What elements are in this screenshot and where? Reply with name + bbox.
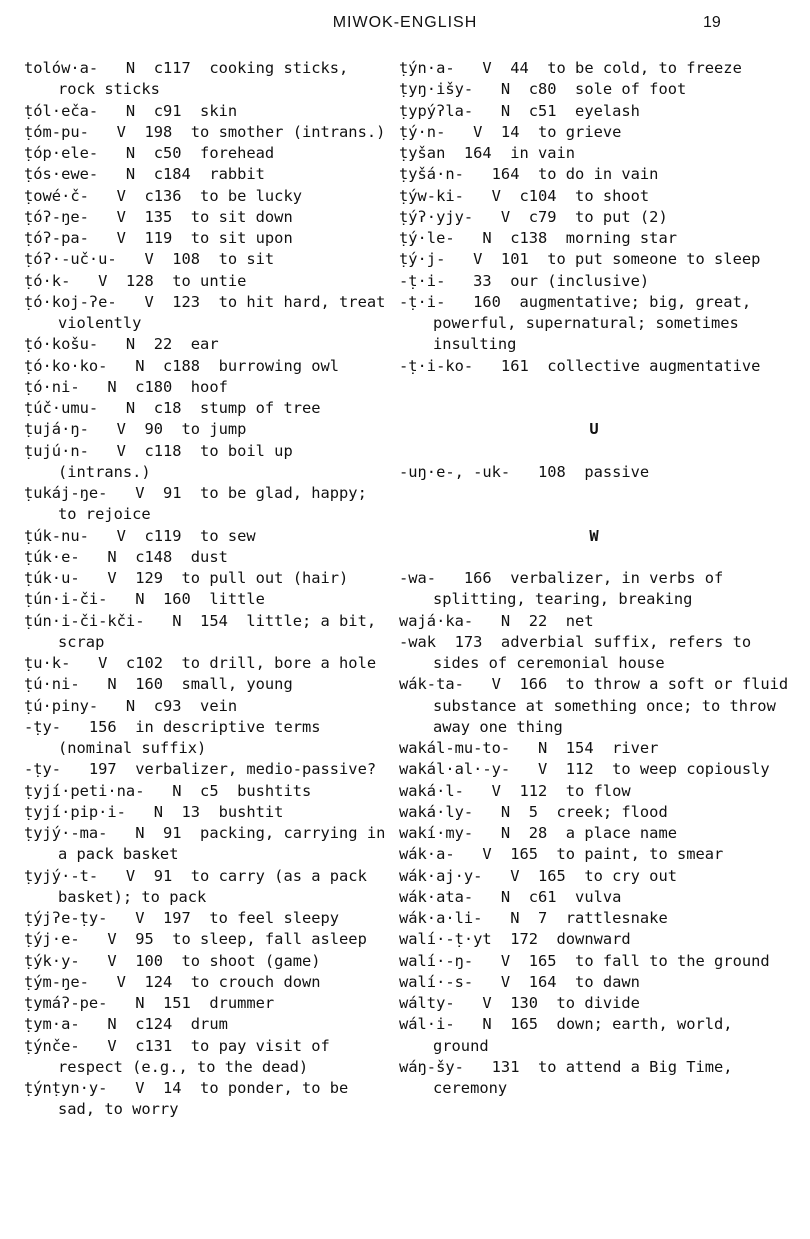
dictionary-entry: ṭym·a- N c124 drum [24,1015,228,1034]
dictionary-entry: ṭóm-pu- V 198 to smother (intrans.) [24,122,386,141]
dictionary-entry: -ṭ·i-ko- 161 collective augmentative [399,356,761,375]
dictionary-entry: ṭú·ni- N 160 small, young [24,675,293,694]
running-header-title: MIWOK-ENGLISH [332,14,478,31]
dictionary-entry: wakí·my- N 28 a place name [399,824,677,842]
dictionary-entry: wák·a- V 165 to paint, to smear [399,845,724,864]
dictionary-entry: ṭýw-ki- V c104 to shoot [399,186,650,205]
dictionary-entry: ṭú·piny- N c93 vein [24,696,238,715]
dictionary-entry: ṭyjí·pip·i- N 13 bushtit [24,802,284,821]
dictionary-entry: walí·-ṭ·yt 172 downward [399,930,631,949]
dictionary-entry: ṭujú·n- V c118 to boil up (intrans.) [24,441,302,481]
dictionary-entry: ṭowé·č- V c136 to be lucky [24,186,302,205]
spacer [399,398,789,419]
spacer [399,504,789,525]
dictionary-entry: ṭún·i-či- N 160 little [24,590,265,609]
section-heading-w: W [589,526,599,545]
dictionary-entry: ṭý·j- V 101 to put someone to sleep [399,250,761,269]
dictionary-entry: ṭýnče- V c131 to pay visit of respect (e.g., to the dead) [24,1036,340,1076]
dictionary-entry: ṭýnṭyn·y- V 14 to ponder, to be sad, to worry [24,1079,358,1119]
dictionary-entry: ṭý·n- V 14 to grieve [399,122,622,141]
dictionary-entry: -ṭ·i- 160 augmentative; big, great, powerful, supernatural; sometimes insulting [399,292,761,354]
dictionary-entry: ṭó·ni- N c180 hoof [24,377,228,396]
dictionary-entry: wák·a·li- N 7 rattlesnake [399,909,668,927]
dictionary-entry: wakál·al·-y- V 112 to weep copiously [399,760,770,779]
spacer [399,547,789,568]
section-heading-u: U [589,420,599,439]
dictionary-entry: -ṭy- 197 verbalizer, medio-passive? [24,760,377,779]
spacer [399,441,789,462]
dictionary-entry: ṭukáj-ŋe- V 91 to be glad, happy; to rejoice [24,484,377,524]
dictionary-entry: wák-ta- V 166 to throw a soft or fluid substance at something once; to throw away one thing [399,675,798,736]
right-entries-w [399,568,798,1099]
dictionary-entry: wajá·ka- N 22 net [399,611,594,630]
dictionary-entry: ṭúk·e- N c148 dust [24,547,228,566]
dictionary-entry: ṭóʔ·-uč·u- V 108 to sit [24,250,275,269]
dictionary-entry: ṭymáʔ-pe- N 151 drummer [24,994,275,1012]
dictionary-entry: -wa- 166 verbalizer, in verbs of splitting, tearing, breaking [399,569,733,609]
dictionary-entry: ṭýk·y- V 100 to shoot (game) [24,951,321,970]
dictionary-entry: ṭóʔ-pa- V 119 to sit upon [24,229,293,247]
dictionary-entry: ṭós·ewe- N c184 rabbit [24,165,265,184]
dictionary-entry: ṭyšan 164 in vain [399,144,576,162]
dictionary-entry: -wak 173 adverbial suffix, refers to sides of ceremonial house [399,632,761,672]
dictionary-entry: wakál-mu-to- N 154 river [399,739,659,757]
right-column [399,58,798,1099]
dictionary-entry: ṭól·eča- N c91 skin [24,101,238,120]
dictionary-entry: wálty- V 130 to divide [399,994,640,1012]
dictionary-entry: ṭóʔ-ŋe- V 135 to sit down [24,207,293,226]
dictionary-entry: ṭó·koj-ʔe- V 123 to hit hard, treat violently [24,292,395,332]
dictionary-entry: waká·l- V 112 to flow [399,781,631,800]
dictionary-entry: ṭúk·u- V 129 to pull out (hair) [24,569,349,587]
dictionary-entry: tolów·a- N c117 cooking sticks, rock sticks [24,59,358,99]
dictionary-entry: wáŋ-šy- 131 to attend a Big Time, ceremony [399,1057,742,1097]
spacer [399,483,789,504]
dictionary-entry: ṭyjý·-t- V 91 to carry (as a pack basket); to pack [24,866,377,906]
dictionary-entry: ṭóp·ele- N c50 forehead [24,144,275,162]
dictionary-entry: waká·ly- N 5 creek; flood [399,802,668,821]
dictionary-entry: ṭým-ŋe- V 124 to crouch down [24,972,321,991]
dictionary-entry: ṭu·k- V c102 to drill, bore a hole [24,654,377,672]
dictionary-entry: wák·ata- N c61 vulva [399,887,622,906]
dictionary-entry: ṭýn·a- V 44 to be cold, to freeze [399,59,742,77]
dictionary-entry: ṭýj·e- V 95 to sleep, fall asleep [24,930,367,949]
dictionary-entry: ṭýʔ·yjy- V c79 to put (2) [399,207,668,226]
dictionary-entry: -ṭ·i- 33 our (inclusive) [399,271,650,290]
dictionary-entry: ṭó·ko·ko- N c188 burrowing owl [24,356,340,375]
dictionary-entry: ṭó·k- V 128 to untie [24,271,247,290]
dictionary-entry: wál·i- N 165 down; earth, world, ground [399,1015,742,1055]
left-column [24,58,394,1121]
dictionary-entry: ṭypýʔla- N c51 eyelash [399,101,640,120]
page-number: 19 [703,14,721,31]
dictionary-entry: wák·aj·y- V 165 to cry out [399,866,677,885]
spacer [399,377,789,398]
dictionary-entry: walí·-s- V 164 to dawn [399,972,640,991]
dictionary-entry: walí·-ŋ- V 165 to fall to the ground [399,951,770,970]
dictionary-entry: ṭúk-nu- V c119 to sew [24,526,256,545]
dictionary-entry: ṭyjí·peti·na- N c5 bushtits [24,781,312,800]
dictionary-entry: ṭujá·ŋ- V 90 to jump [24,420,247,439]
dictionary-entry: ṭó·košu- N 22 ear [24,335,219,354]
dictionary-entry: -uŋ·e-, -uk- 108 passive [399,462,650,481]
right-entries-t [399,58,789,377]
dictionary-entry: ṭyšá·n- 164 to do in vain [399,165,659,184]
dictionary-entry: ṭyjý·-ma- N 91 packing, carrying in a pack basket [24,824,395,864]
dictionary-entry: ṭún·i-či-kči- N 154 little; a bit, scrap [24,611,386,651]
dictionary-entry: ṭyŋ·išy- N c80 sole of foot [399,80,687,99]
dictionary-entry: -ṭy- 156 in descriptive terms (nominal suffix) [24,717,330,757]
dictionary-entry: ṭúč·umu- N c18 stump of tree [24,399,321,417]
dictionary-entry: ṭýjʔe-ṭy- V 197 to feel sleepy [24,909,340,927]
right-entries-u [399,462,789,483]
dictionary-entry: ṭý·le- N c138 morning star [399,229,677,247]
